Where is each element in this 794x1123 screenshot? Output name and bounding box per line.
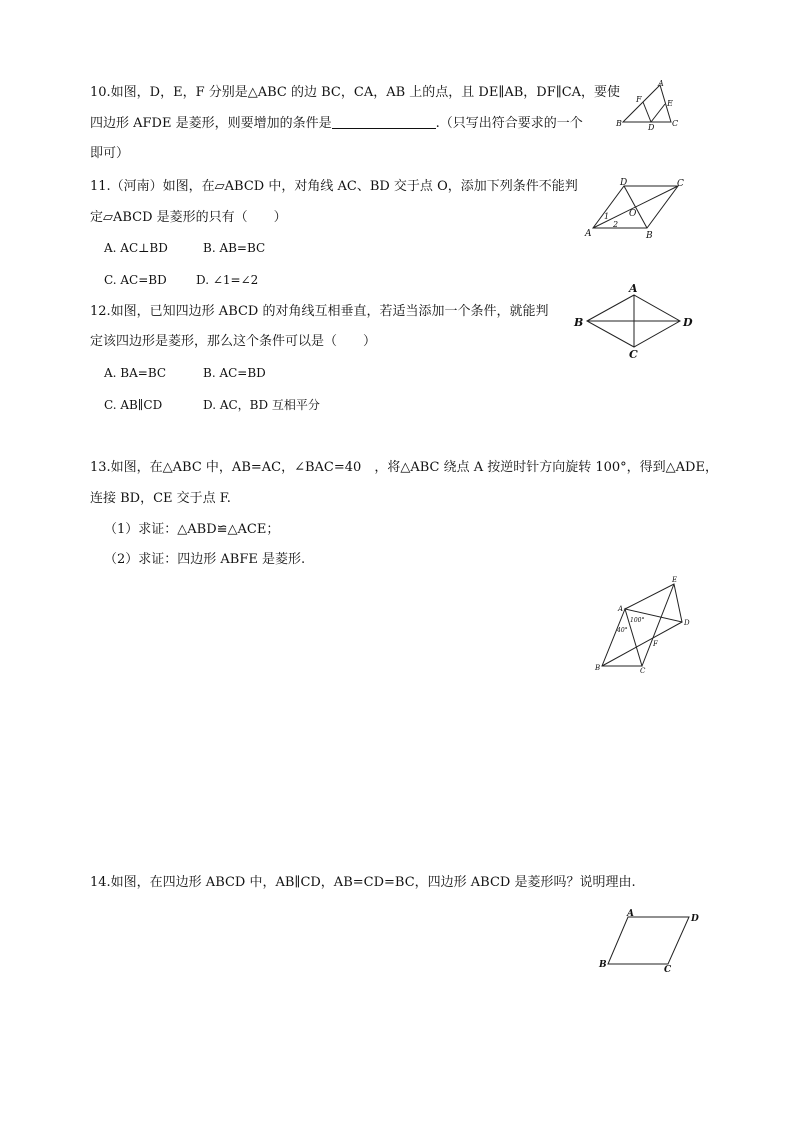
q11-label-d: D bbox=[620, 178, 628, 188]
q10-line1: 10.如图，D，E，F 分别是△ABC 的边 BC，CA，AB 上的点，且 DE∥AB，DF∥CA，要使 bbox=[90, 85, 621, 100]
q12-option-b[interactable]: B. AC=BD bbox=[203, 366, 266, 380]
q11-line2: 定▱ABCD 是菱形的只有（ ） bbox=[90, 210, 287, 225]
q13-segment-bd bbox=[602, 622, 682, 666]
q12-option-c[interactable]: C. AB∥CD bbox=[104, 398, 163, 412]
q13-figure bbox=[594, 574, 694, 674]
q13-label-c: C bbox=[640, 667, 646, 675]
q13-label-d: D bbox=[684, 619, 690, 627]
q14-label-d: D bbox=[691, 914, 699, 924]
q11-option-a[interactable]: A. AC⊥BD bbox=[104, 241, 168, 255]
q12-line1: 12.如图，已知四边形 ABCD 的对角线互相垂直，若适当添加一个条件，就能判 bbox=[90, 304, 549, 319]
q10-line3: 即可） bbox=[90, 146, 130, 161]
q14-label-b: B bbox=[599, 960, 607, 970]
q11-label-c: C bbox=[677, 179, 684, 189]
q13-label-f: F bbox=[653, 640, 658, 648]
q10-label-d: D bbox=[648, 123, 655, 132]
q10-line2 bbox=[90, 116, 583, 132]
q14-label-a: A bbox=[627, 909, 634, 919]
q11-option-c[interactable]: C. AC=BD bbox=[104, 273, 167, 287]
q13-label-b: B bbox=[595, 664, 601, 672]
q13-part1: （1）求证：△ABD≌△ACE； bbox=[104, 522, 280, 537]
q11-diagonal-bd bbox=[624, 186, 647, 228]
q10-label-e: E bbox=[667, 99, 673, 108]
q14-line1: 14.如图，在四边形 ABCD 中，AB∥CD，AB=CD=BC，四边形 ABCD 是菱形吗？说明理由. bbox=[90, 875, 636, 890]
q10-line2-tail: .（只写出符合要求的一个 bbox=[435, 116, 583, 131]
q12-label-a: A bbox=[629, 282, 638, 295]
q12-option-d[interactable]: D. AC，BD 互相平分 bbox=[203, 398, 320, 412]
q11-label-angle1: 1 bbox=[604, 212, 610, 221]
q12-label-d: D bbox=[683, 316, 693, 329]
q13-line1: 13.如图，在△ABC 中，AB=AC，∠BAC=40 ，将△ABC 绕点 A 按逆时针方向旋转 100°，得到△ADE， bbox=[90, 460, 718, 475]
q11-label-a: A bbox=[585, 229, 592, 239]
q13-label-e: E bbox=[672, 576, 678, 584]
q13-angle-100: 100° bbox=[630, 617, 645, 624]
q10-line2-text: 四边形 AFDE 是菱形，则要增加的条件是 bbox=[90, 116, 332, 131]
q10-label-c: C bbox=[672, 119, 679, 128]
q14-label-c: C bbox=[664, 965, 672, 975]
q13-angle-40: 40° bbox=[617, 627, 628, 634]
q10-label-b: B bbox=[616, 119, 622, 128]
q13-line2: 连接 BD，CE 交于点 F. bbox=[90, 491, 231, 506]
q11-label-angle2: 2 bbox=[613, 220, 619, 229]
q10-segment-de bbox=[651, 104, 665, 122]
q10-label-f: F bbox=[636, 95, 642, 104]
q12-line2: 定该四边形是菱形，那么这个条件可以是（ ） bbox=[90, 334, 377, 349]
q12-label-c: C bbox=[629, 348, 638, 361]
q12-figure bbox=[572, 280, 700, 360]
q11-label-b: B bbox=[646, 231, 653, 241]
q10-figure bbox=[615, 80, 685, 130]
q14-figure bbox=[596, 906, 704, 975]
q11-option-b[interactable]: B. AB=BC bbox=[203, 241, 266, 255]
q13-label-a: A bbox=[618, 605, 624, 613]
q10-segment-df bbox=[643, 102, 651, 122]
q11-option-d[interactable]: D. ∠1=∠2 bbox=[196, 273, 259, 287]
q13-part2: （2）求证：四边形 ABFE 是菱形. bbox=[104, 552, 306, 567]
q14-quadrilateral bbox=[608, 917, 689, 964]
q11-line1: 11.（河南）如图，在▱ABCD 中，对角线 AC、BD 交于点 O，添加下列条件不能判 bbox=[90, 179, 578, 194]
q11-label-o: O bbox=[629, 209, 637, 219]
q12-option-a[interactable]: A. BA=BC bbox=[104, 366, 167, 380]
q10-label-a: A bbox=[658, 79, 664, 88]
q10-answer-blank[interactable] bbox=[332, 116, 436, 129]
q12-label-b: B bbox=[574, 316, 584, 329]
q11-figure bbox=[583, 176, 698, 240]
q10-triangle-abc bbox=[623, 85, 671, 122]
q13-segment-ce bbox=[642, 584, 674, 666]
